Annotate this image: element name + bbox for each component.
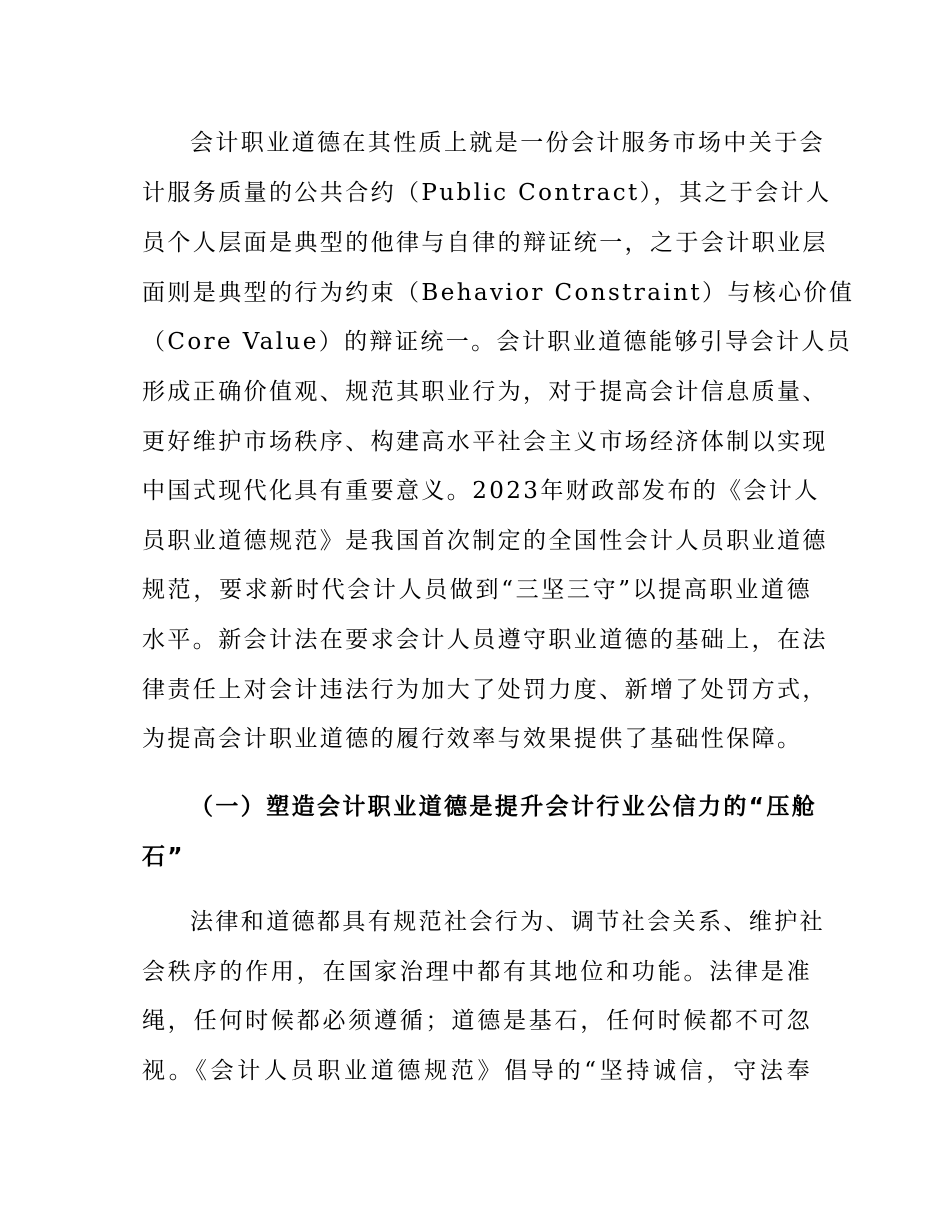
paragraph-1-line-12: 律责任上对会计违法行为加大了处罚力度、新增了处罚方式，	[142, 677, 828, 703]
paragraph-1-line-11: 水平。新会计法在要求会计人员遵守职业道德的基础上，在法	[142, 627, 828, 653]
paragraph-1-line-10: 规范，要求新时代会计人员做到“三坚三守”以提高职业道德	[142, 577, 812, 603]
section-heading-line-2: 石”	[142, 844, 185, 870]
section-heading-line-1: （一）塑造会计职业道德是提升会计行业公信力的“压舱	[190, 794, 818, 820]
paragraph-1-line-1: 会计职业道德在其性质上就是一份会计服务市场中关于会	[190, 130, 825, 156]
paragraph-1-line-4: 面则是典型的行为约束（Behavior Constraint）与核心价值	[142, 280, 855, 306]
paragraph-1-line-9: 员职业道德规范》是我国首次制定的全国性会计人员职业道德	[142, 528, 828, 554]
paragraph-2-line-4: 视。《会计人员职业道德规范》倡导的“坚持诚信，守法奉	[142, 1058, 812, 1084]
paragraph-1-line-13: 为提高会计职业道德的履行效率与效果提供了基础性保障。	[142, 726, 803, 752]
paragraph-1-line-2: 计服务质量的公共合约（Public Contract），其之于会计人	[142, 180, 832, 206]
paragraph-1-line-5: （Core Value）的辩证统一。会计职业道德能够引导会计人员	[142, 329, 853, 355]
paragraph-1-line-3: 员个人层面是典型的他律与自律的辩证统一，之于会计职业层	[142, 230, 828, 256]
paragraph-1-line-6: 形成正确价值观、规范其职业行为，对于提高会计信息质量、	[142, 379, 828, 405]
paragraph-2-line-1: 法律和道德都具有规范社会行为、调节社会关系、维护社	[190, 909, 825, 935]
paragraph-1-line-7: 更好维护市场秩序、构建高水平社会主义市场经济体制以实现	[142, 429, 828, 455]
paragraph-1-line-8: 中国式现代化具有重要意义。2023年财政部发布的《会计人	[142, 478, 820, 504]
paragraph-2-line-2: 会秩序的作用，在国家治理中都有其地位和功能。法律是准	[142, 959, 812, 985]
paragraph-2-line-3: 绳，任何时候都必须遵循；道德是基石，任何时候都不可忽	[142, 1008, 812, 1034]
